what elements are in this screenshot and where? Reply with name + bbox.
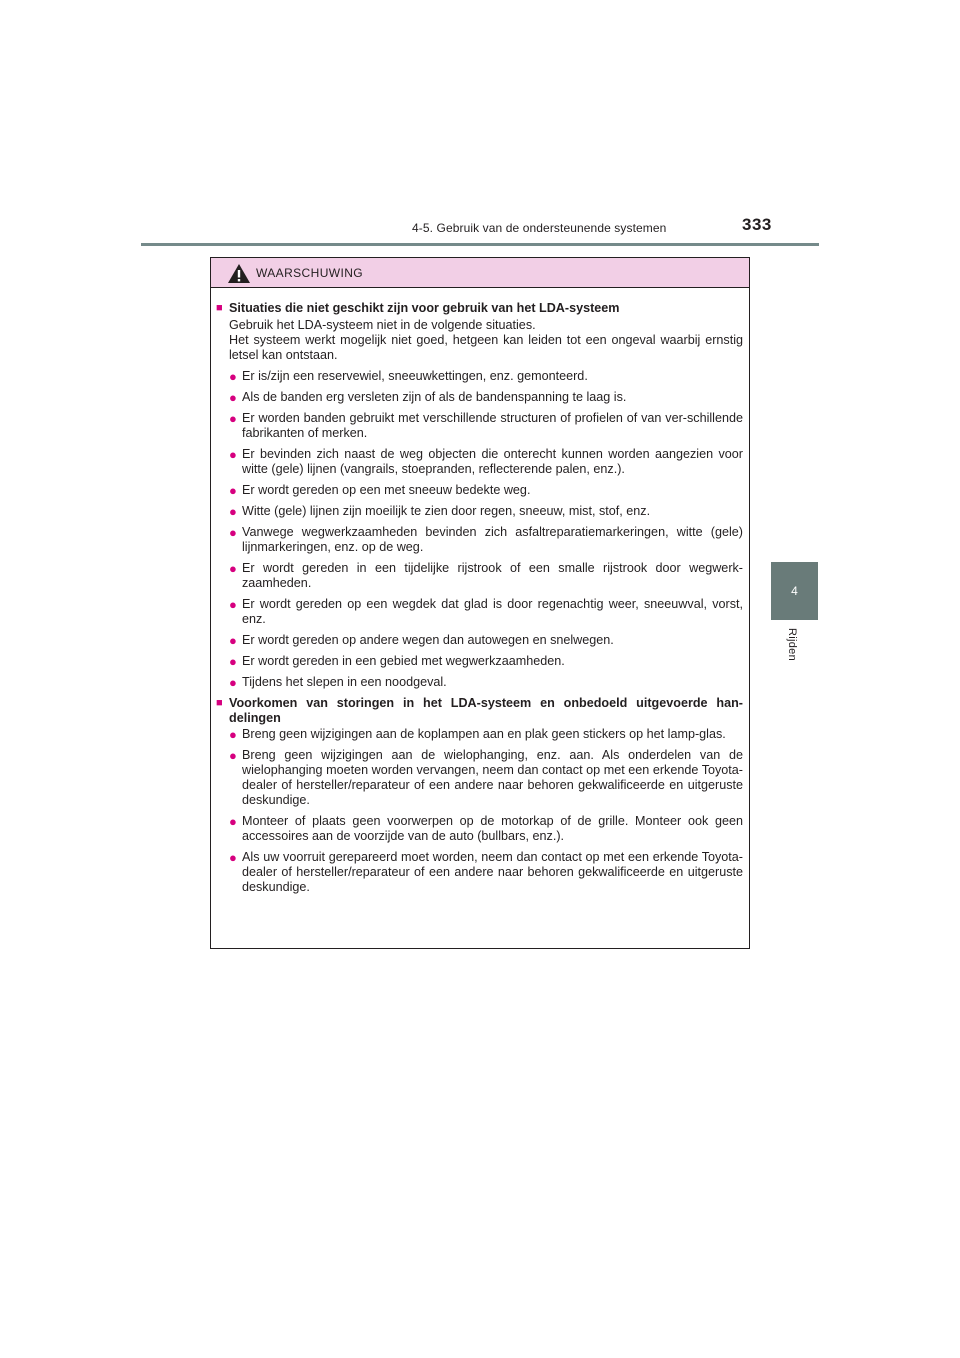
- list-item-text: Breng geen wijzigingen aan de koplampen aan en plak geen stickers op het lamp-glas.: [242, 727, 726, 741]
- list-item: [229, 748, 743, 808]
- list-item-text: Er wordt gereden op een wegdek dat glad is door regenachtig weer, sneeuwval, vorst, enz.: [242, 597, 743, 626]
- warning-box: [210, 257, 750, 949]
- list-item: [229, 850, 743, 895]
- list-item-text: Als de banden erg versleten zijn of als de bandenspanning te laag is.: [242, 390, 627, 404]
- section-title: 4-5. Gebruik van de ondersteunende systemen: [412, 221, 667, 235]
- section-heading: [216, 301, 743, 316]
- round-bullet-icon: ●: [229, 633, 237, 648]
- warning-title: WAARSCHUWING: [256, 266, 364, 280]
- list-item-text: Tijdens het slepen in een noodgeval.: [242, 675, 447, 689]
- list-item: [229, 654, 743, 669]
- list-item: [229, 727, 743, 742]
- list-item: [229, 390, 743, 405]
- section-heading-text: Voorkomen van storingen in het LDA-systeem en onbedoeld uitgevoerde han-delingen: [229, 696, 743, 725]
- round-bullet-icon: ●: [229, 390, 237, 405]
- list-item: [229, 597, 743, 627]
- round-bullet-icon: ●: [229, 748, 237, 763]
- list-item-text: Vanwege wegwerkzaamheden bevinden zich asfaltreparatiemarkeringen, witte (gele) lijnmarkeringen, enz. op de weg.: [242, 525, 743, 554]
- round-bullet-icon: ●: [229, 411, 237, 426]
- round-bullet-icon: ●: [229, 447, 237, 462]
- list-item: [229, 504, 743, 519]
- list-item: [229, 369, 743, 384]
- section-paragraph: Gebruik het LDA-systeem niet in de volgende situaties.: [229, 318, 536, 332]
- list-item-text: Er wordt gereden op andere wegen dan autowegen en snelwegen.: [242, 633, 614, 647]
- warning-body: [211, 288, 749, 895]
- list-item-text: Breng geen wijzigingen aan de wielophanging, enz. aan. Als onderdelen van de wielophanging moeten worden vervangen, neem dan contact op met een erkende Toyota-dealer of hersteller/reparateur of een andere naar behoren gekwalificeerde en uitgeruste deskundige.: [242, 748, 743, 807]
- square-bullet-icon: ■: [216, 302, 223, 314]
- list-item: [229, 411, 743, 441]
- list-item-text: Er bevinden zich naast de weg objecten die onterecht kunnen worden aangezien voor witte (gele) lijnen (vangrails, stoepranden, reflecterende palen, enz.).: [242, 447, 743, 476]
- section-heading-text: Situaties die niet geschikt zijn voor gebruik van het LDA-systeem: [229, 301, 620, 315]
- list-item-text: Er wordt gereden in een gebied met wegwerkzaamheden.: [242, 654, 565, 668]
- square-bullet-icon: ■: [216, 697, 223, 709]
- round-bullet-icon: ●: [229, 814, 237, 829]
- list-item-text: Er worden banden gebruikt met verschillende structuren of profielen of van ver-schillende fabrikanten of merken.: [242, 411, 743, 440]
- round-bullet-icon: ●: [229, 727, 237, 742]
- list-item-text: Witte (gele) lijnen zijn moeilijk te zien door regen, sneeuw, mist, stof, enz.: [242, 504, 651, 518]
- list-item: [229, 561, 743, 591]
- chapter-tab: 4: [771, 562, 818, 620]
- list-item-text: Er wordt gereden op een met sneeuw bedekte weg.: [242, 483, 531, 497]
- list-item: [229, 675, 743, 690]
- round-bullet-icon: ●: [229, 675, 237, 690]
- list-item: [229, 814, 743, 844]
- round-bullet-icon: ●: [229, 483, 237, 498]
- warning-header: [211, 258, 749, 288]
- round-bullet-icon: ●: [229, 561, 237, 576]
- round-bullet-icon: ●: [229, 525, 237, 540]
- round-bullet-icon: ●: [229, 597, 237, 612]
- list-item: [229, 483, 743, 498]
- warning-triangle-icon: [227, 263, 251, 284]
- list-item-text: Als uw voorruit gerepareerd moet worden, neem dan contact op met een erkende Toyota-dealer of hersteller/reparateur of een andere naar behoren gekwalificeerde en uitgeruste deskundige.: [242, 850, 743, 894]
- header-divider: [141, 243, 819, 246]
- list-item: [229, 633, 743, 648]
- round-bullet-icon: ●: [229, 504, 237, 519]
- list-item-text: Er wordt gereden in een tijdelijke rijstrook of een smalle rijstrook door wegwerk-zaamheden.: [242, 561, 743, 590]
- section-paragraph: Het systeem werkt mogelijk niet goed, hetgeen kan leiden tot een ongeval waarbij ernstig letsel kan ontstaan.: [229, 333, 743, 362]
- round-bullet-icon: ●: [229, 654, 237, 669]
- list-item: [229, 447, 743, 477]
- chapter-label: Rijden: [786, 628, 798, 661]
- page-number: 333: [742, 215, 772, 234]
- round-bullet-icon: ●: [229, 369, 237, 384]
- list-item: [229, 525, 743, 555]
- list-item-text: Er is/zijn een reservewiel, sneeuwkettingen, enz. gemonteerd.: [242, 369, 588, 383]
- round-bullet-icon: ●: [229, 850, 237, 865]
- section-heading: [216, 696, 743, 726]
- list-item-text: Monteer of plaats geen voorwerpen op de motorkap of de grille. Monteer ook geen accessoires aan de voorzijde van de auto (bullbars, enz.).: [242, 814, 743, 843]
